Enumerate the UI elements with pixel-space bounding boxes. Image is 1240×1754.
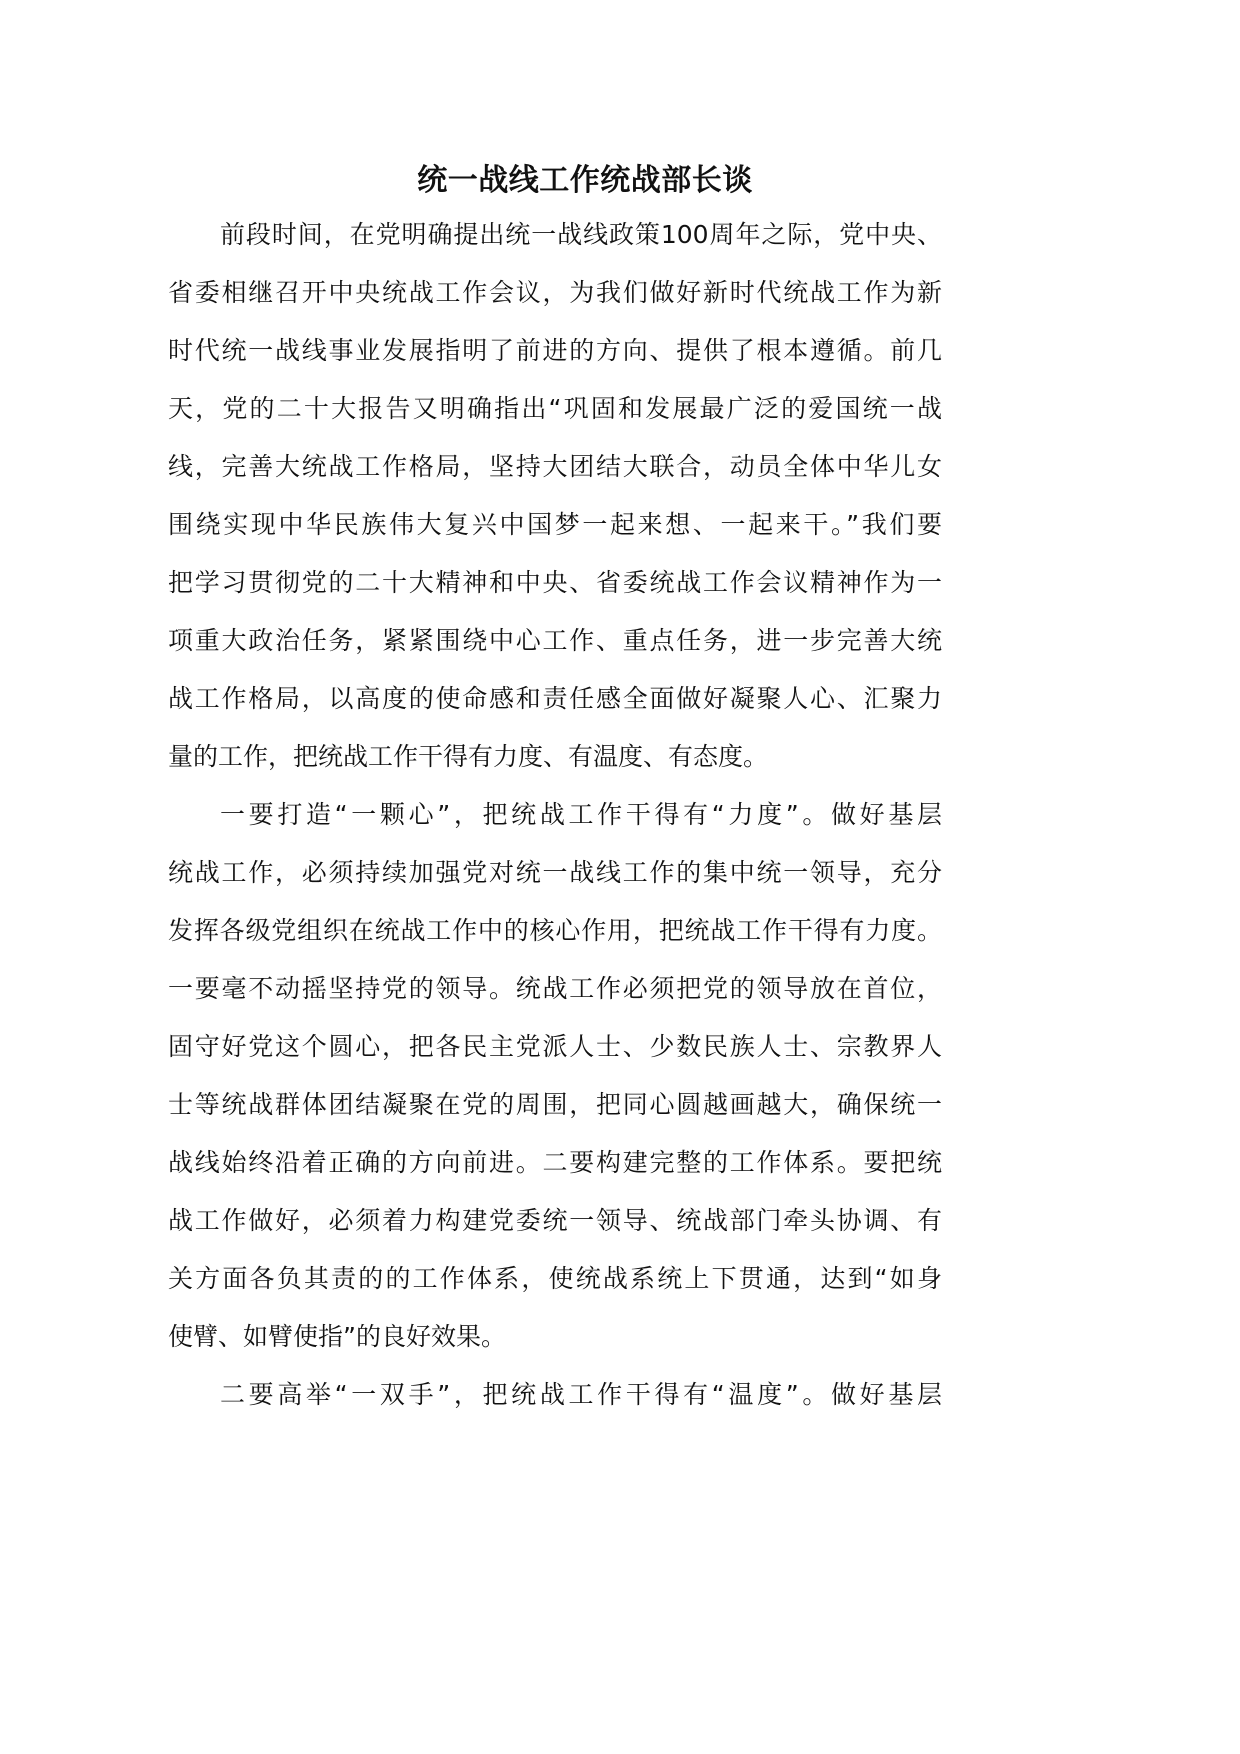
text-line: 战线始终沿着正确的方向前进。二要构建完整的工作体系。要把统 bbox=[168, 1148, 942, 1177]
text-line: 把学习贯彻党的二十大精神和中央、省委统战工作会议精神作为一 bbox=[168, 568, 942, 597]
text-line: 战工作格局，以高度的使命感和责任感全面做好凝聚人心、汇聚力 bbox=[168, 684, 942, 713]
document-body bbox=[168, 212, 942, 1430]
text-line: 一要毫不动摇坚持党的领导。统战工作必须把党的领导放在首位， bbox=[168, 974, 942, 1003]
text-line: 围绕实现中华民族伟大复兴中国梦一起来想、一起来干。”我们要 bbox=[168, 510, 942, 539]
text-line: 天，党的二十大报告又明确指出“巩固和发展最广泛的爱国统一战 bbox=[168, 394, 942, 423]
text-line: 二要高举“一双手”，把统战工作干得有“温度”。做好基层 bbox=[220, 1380, 942, 1409]
text-line: 项重大政治任务，紧紧围绕中心工作、重点任务，进一步完善大统 bbox=[168, 626, 942, 655]
text-line: 使臂、如臂使指”的良好效果。 bbox=[168, 1322, 506, 1351]
text-line: 省委相继召开中央统战工作会议，为我们做好新时代统战工作为新 bbox=[168, 278, 942, 307]
text-line: 统战工作，必须持续加强党对统一战线工作的集中统一领导，充分 bbox=[168, 858, 942, 887]
text-line: 固守好党这个圆心，把各民主党派人士、少数民族人士、宗教界人 bbox=[168, 1032, 942, 1061]
text-line: 士等统战群体团结凝聚在党的周围，把同心圆越画越大，确保统一 bbox=[168, 1090, 942, 1119]
text-line: 时代统一战线事业发展指明了前进的方向、提供了根本遵循。前几 bbox=[168, 336, 942, 365]
text-line: 量的工作，把统战工作干得有力度、有温度、有态度。 bbox=[168, 742, 769, 771]
text-line: 线，完善大统战工作格局，坚持大团结大联合，动员全体中华儿女 bbox=[168, 452, 942, 481]
text-line: 发挥各级党组织在统战工作中的核心作用，把统战工作干得有力度。 bbox=[168, 916, 942, 945]
text-line: 关方面各负其责的的工作体系，使统战系统上下贯通，达到“如身 bbox=[168, 1264, 942, 1293]
text-line: 一要打造“一颗心”，把统战工作干得有“力度”。做好基层 bbox=[220, 800, 942, 829]
text-line: 前段时间，在党明确提出统一战线政策100周年之际，党中央、 bbox=[220, 220, 942, 249]
document-title: 统一战线工作统战部长谈 bbox=[417, 163, 753, 198]
text-line: 战工作做好，必须着力构建党委统一领导、统战部门牵头协调、有 bbox=[168, 1206, 942, 1235]
